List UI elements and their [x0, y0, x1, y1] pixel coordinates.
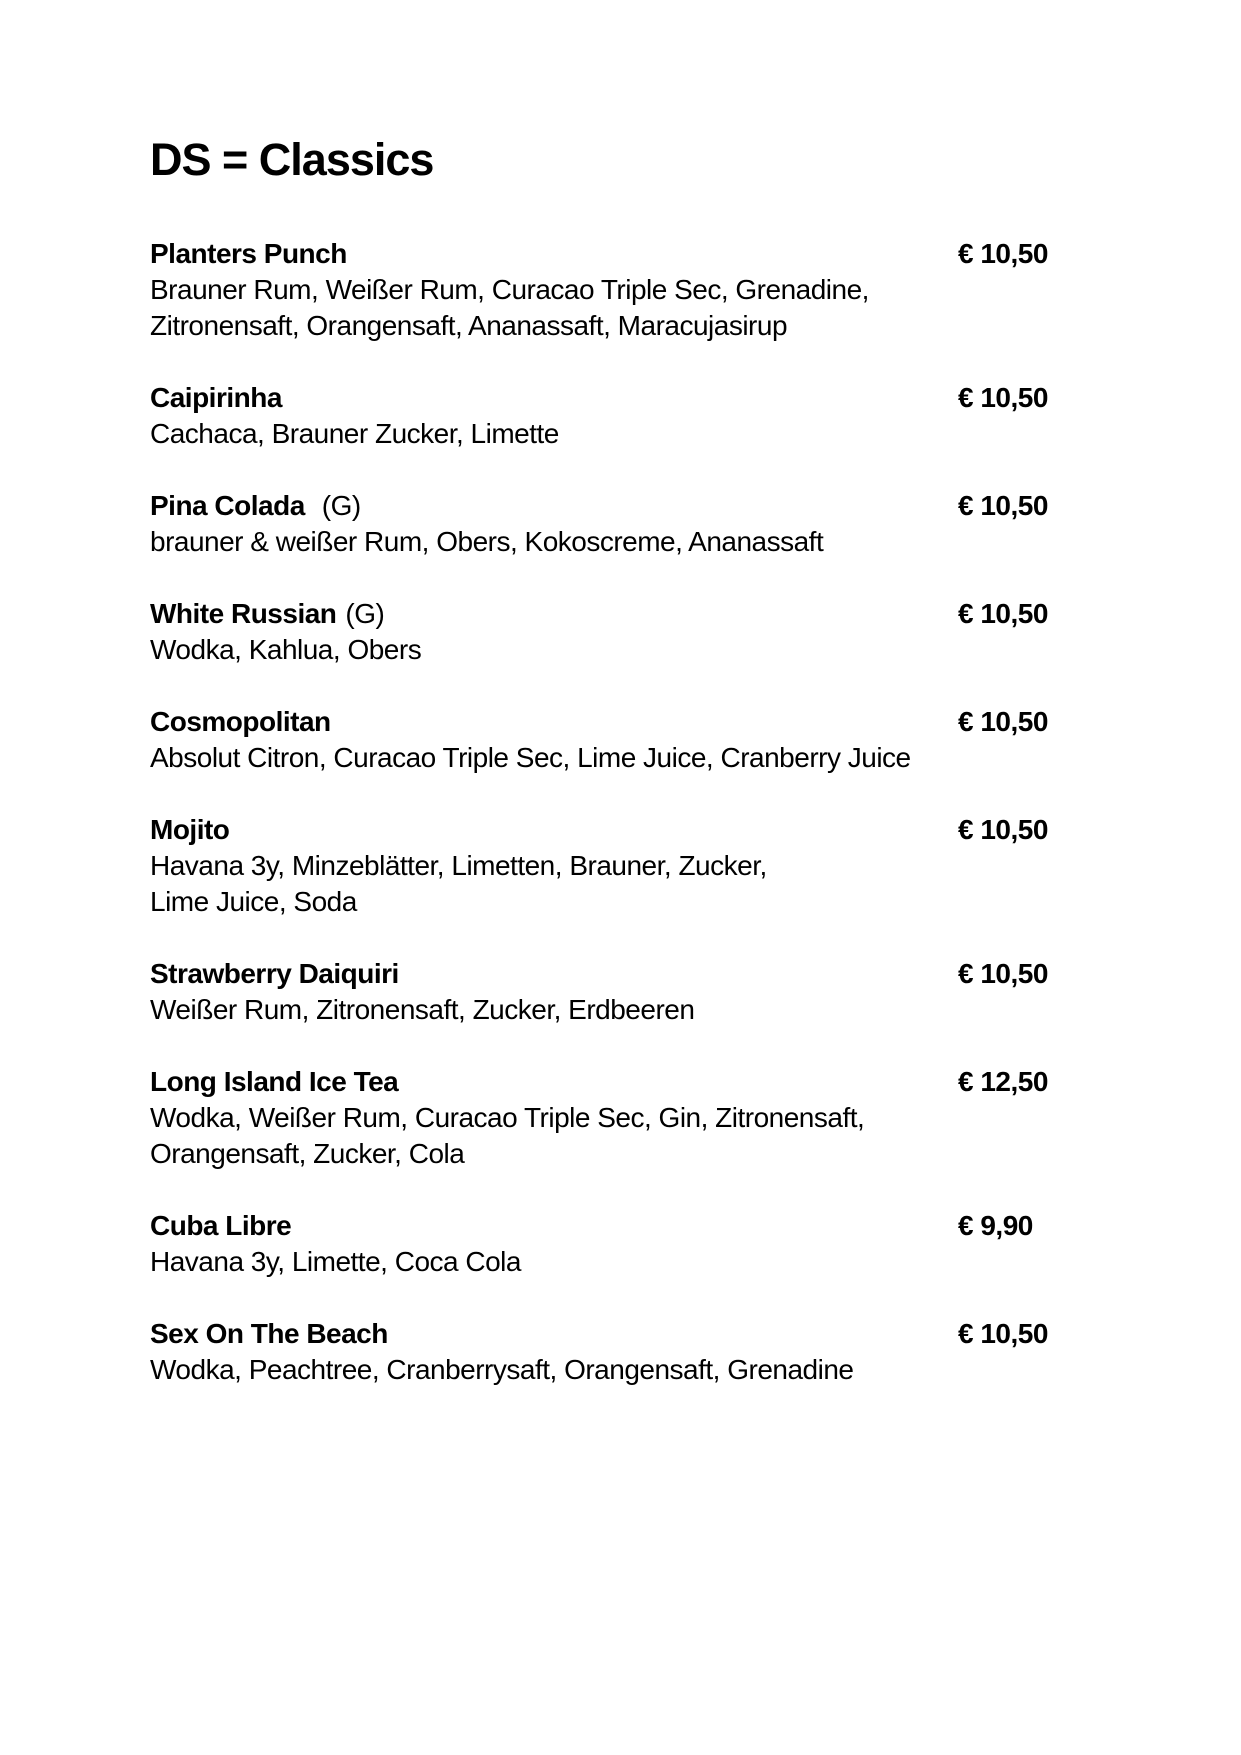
item-ingredients-line: Wodka, Peachtree, Cranberrysaft, Orangensaft, Grenadine: [150, 1354, 854, 1385]
menu-item-header: [150, 956, 1181, 992]
item-price: € 10,50: [958, 382, 1048, 413]
item-price: € 12,50: [958, 1066, 1048, 1097]
menu-item-cuba-libre: [150, 1208, 1181, 1280]
item-gluten-tag: (G): [345, 598, 385, 629]
item-price: € 10,50: [958, 1318, 1048, 1349]
menu-item-header: [150, 1208, 1181, 1244]
item-price: € 9,90: [958, 1210, 1033, 1241]
item-ingredients-line: Lime Juice, Soda: [150, 886, 357, 917]
menu-item-header: [150, 704, 1181, 740]
menu-item-header: [150, 380, 1181, 416]
item-name: Sex On The Beach: [150, 1318, 388, 1349]
item-price: € 10,50: [958, 490, 1048, 521]
menu-item-sex-on-the-beach: [150, 1316, 1181, 1388]
item-ingredients-line: Wodka, Kahlua, Obers: [150, 634, 422, 665]
item-name: Planters Punch: [150, 238, 347, 269]
item-name: Strawberry Daiquiri: [150, 958, 399, 989]
menu-item-caipirinha: [150, 380, 1181, 452]
menu-item-planters-punch: [150, 236, 1181, 344]
item-name: Pina Colada: [150, 490, 305, 521]
menu-item-header: [150, 236, 1181, 272]
item-name: White Russian: [150, 598, 337, 629]
menu-item-mojito: [150, 812, 1181, 920]
item-name: Cosmopolitan: [150, 706, 331, 737]
item-ingredients-line: brauner & weißer Rum, Obers, Kokoscreme, Ananassaft: [150, 526, 824, 557]
item-ingredients-line: Weißer Rum, Zitronensaft, Zucker, Erdbeeren: [150, 994, 695, 1025]
item-price: € 10,50: [958, 706, 1048, 737]
item-ingredients-line: Absolut Citron, Curacao Triple Sec, Lime Juice, Cranberry Juice: [150, 742, 911, 773]
page-title: DS = Classics: [150, 134, 434, 185]
menu-item-cosmopolitan: [150, 704, 1181, 776]
item-ingredients-line: Cachaca, Brauner Zucker, Limette: [150, 418, 559, 449]
item-price: € 10,50: [958, 238, 1048, 269]
menu-item-header: [150, 1316, 1181, 1352]
item-ingredients-line: Zitronensaft, Orangensaft, Ananassaft, Maracujasirup: [150, 310, 788, 341]
menu-item-header: [150, 812, 1181, 848]
item-ingredients-line: Havana 3y, Minzeblätter, Limetten, Brauner, Zucker,: [150, 850, 767, 881]
menu-item-header: [150, 1064, 1181, 1100]
menu-item-header: [150, 596, 1181, 632]
item-name: Caipirinha: [150, 382, 282, 413]
item-name: Long Island Ice Tea: [150, 1066, 399, 1097]
item-name: Mojito: [150, 814, 230, 845]
item-ingredients-line: Havana 3y, Limette, Coca Cola: [150, 1246, 521, 1277]
item-price: € 10,50: [958, 814, 1048, 845]
menu-item-strawberry-daiquiri: [150, 956, 1181, 1028]
item-ingredients-line: Wodka, Weißer Rum, Curacao Triple Sec, Gin, Zitronensaft,: [150, 1102, 865, 1133]
menu-item-white-russian: [150, 596, 1181, 668]
item-name: Cuba Libre: [150, 1210, 292, 1241]
menu-item-pina-colada: [150, 488, 1181, 560]
item-gluten-tag: (G): [321, 490, 361, 521]
item-price: € 10,50: [958, 598, 1048, 629]
item-ingredients-line: Brauner Rum, Weißer Rum, Curacao Triple Sec, Grenadine,: [150, 274, 869, 305]
item-ingredients-line: Orangensaft, Zucker, Cola: [150, 1138, 465, 1169]
menu-item-header: [150, 488, 1181, 524]
item-price: € 10,50: [958, 958, 1048, 989]
menu-item-long-island-ice-tea: [150, 1064, 1181, 1172]
